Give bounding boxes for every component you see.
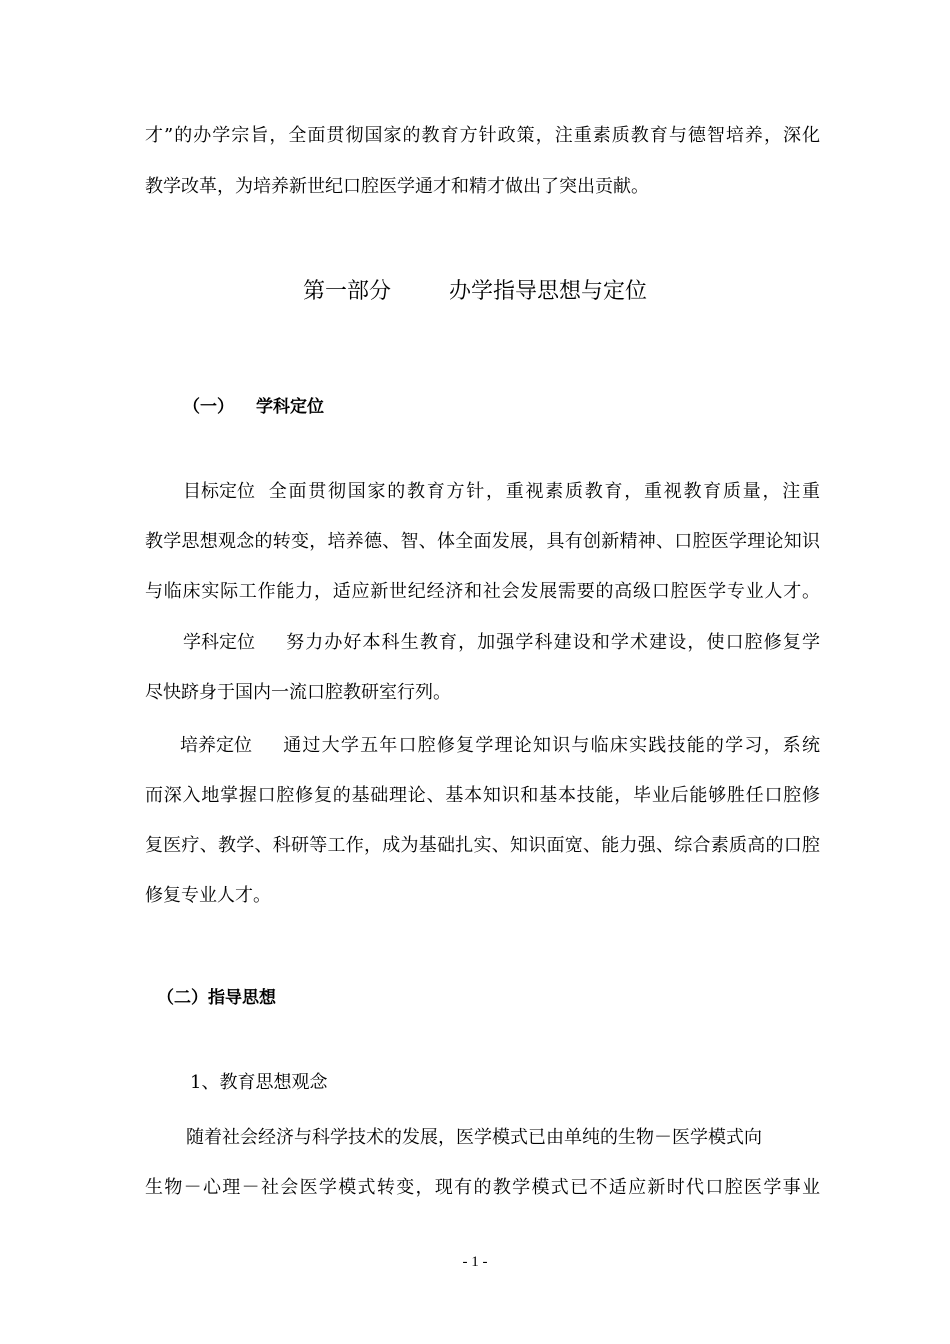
section-heading-1-number: （一） xyxy=(183,397,234,417)
guiding-paragraph-line-2: 生物－心理－社会医学模式转变，现有的教学模式已不适应新时代口腔医学事业 xyxy=(145,1177,820,1198)
training-paragraph-line-3: 复医疗、教学、科研等工作，成为基础扎实、知识面宽、能力强、综合素质高的口腔 xyxy=(145,835,820,856)
training-line-1-text: 通过大学五年口腔修复学理论知识与临床实践技能的学习，系统 xyxy=(282,735,820,756)
goal-line-1-text: 全面贯彻国家的教育方针，重视素质教育，重视教育质量，注重 xyxy=(267,481,820,502)
part-title xyxy=(0,277,950,307)
goal-paragraph-line-2: 教学思想观念的转变，培养德、智、体全面发展，具有创新精神、口腔医学理论知识 xyxy=(145,531,820,552)
goal-label: 目标定位 xyxy=(183,481,255,502)
goal-paragraph-line-1 xyxy=(183,480,820,504)
training-paragraph-line-2: 而深入地掌握口腔修复的基础理论、基本知识和基本技能，毕业后能够胜任口腔修 xyxy=(145,785,820,806)
training-label: 培养定位 xyxy=(180,735,252,756)
goal-paragraph-line-3: 与临床实际工作能力，适应新世纪经济和社会发展需要的高级口腔医学专业人才。 xyxy=(145,581,820,602)
intro-line-1: 才”的办学宗旨，全面贯彻国家的教育方针政策，注重素质教育与德智培养，深化 xyxy=(145,125,820,146)
discipline-line-1-text: 努力办好本科生教育，加强学科建设和学术建设，使口腔修复学 xyxy=(285,632,820,653)
training-paragraph-line-4: 修复专业人才。 xyxy=(145,885,271,906)
discipline-paragraph-line-2: 尽快跻身于国内一流口腔教研室行列。 xyxy=(145,682,451,703)
part-title-text: 办学指导思想与定位 xyxy=(449,279,648,304)
discipline-paragraph-line-1 xyxy=(183,631,820,655)
part-title-number: 第一部分 xyxy=(302,279,391,304)
intro-line-2: 教学改革，为培养新世纪口腔医学通才和精才做出了突出贡献。 xyxy=(145,176,649,197)
page-number: - 1 - xyxy=(462,1254,488,1270)
guiding-paragraph-line-1: 随着社会经济与科学技术的发展，医学模式已由单纯的生物－医学模式向 xyxy=(186,1127,762,1148)
section-heading-2: （二）指导思想 xyxy=(157,988,276,1008)
discipline-label: 学科定位 xyxy=(183,632,255,653)
training-paragraph-line-1 xyxy=(180,734,820,758)
subsection-title-1: 1、教育思想观念 xyxy=(190,1072,328,1093)
section-heading-1 xyxy=(183,395,324,419)
section-heading-1-text: 学科定位 xyxy=(256,397,324,417)
